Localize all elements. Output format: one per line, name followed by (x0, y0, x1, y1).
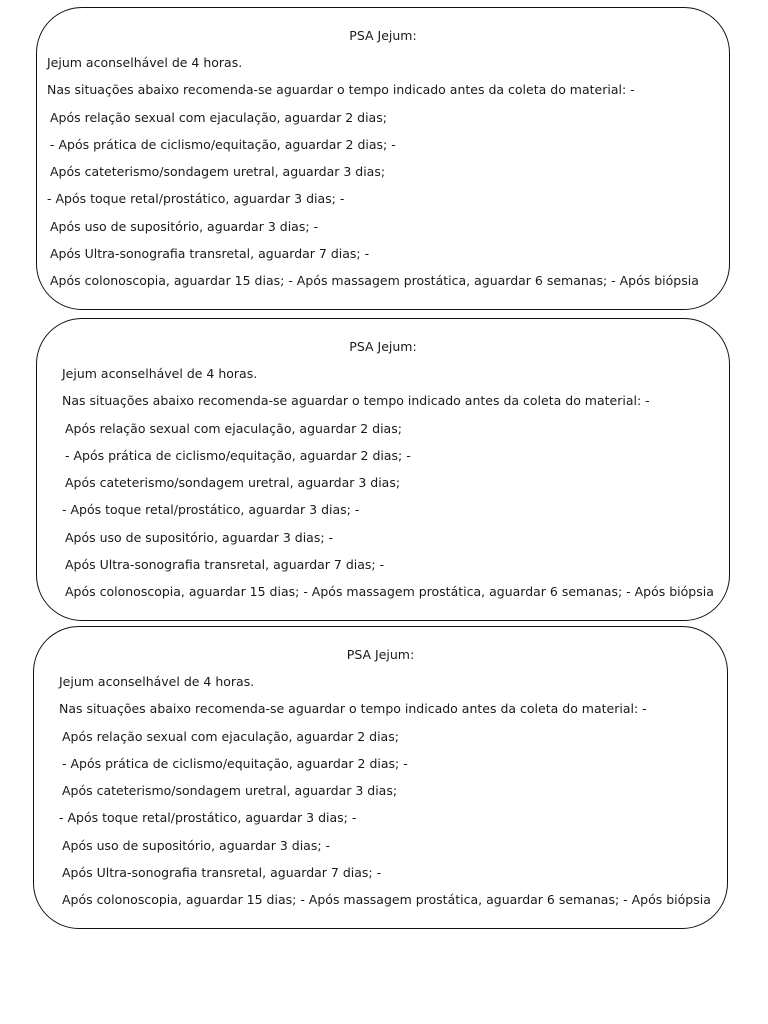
psa-info-card (36, 318, 730, 621)
fasting-line: Jejum aconselhável de 4 horas. (47, 55, 243, 70)
instruction-line: - Após prática de ciclismo/equitação, aguardar 2 dias; - (50, 136, 396, 152)
card-title: PSA Jejum: (349, 339, 417, 354)
instruction-line: Após Ultra-sonografia transretal, aguardar 7 dias; - (62, 865, 382, 881)
intro-line: Nas situações abaixo recomenda-se aguardar o tempo indicado antes da coleta do material: - (62, 393, 650, 409)
instruction-line: Após cateterismo/sondagem uretral, aguardar 3 dias; (62, 783, 398, 799)
instruction-line: - Após prática de ciclismo/equitação, aguardar 2 dias; - (65, 447, 411, 463)
instruction-line: - Após toque retal/prostático, aguardar 3 dias; - (47, 191, 345, 207)
instruction-line: - Após prática de ciclismo/equitação, aguardar 2 dias; - (62, 755, 408, 771)
fasting-line: Jejum aconselhável de 4 horas. (59, 674, 255, 689)
psa-info-card (36, 7, 730, 310)
card-title: PSA Jejum: (349, 28, 417, 43)
card-title: PSA Jejum: (346, 647, 415, 662)
psa-info-card (33, 626, 728, 929)
instruction-line: Após cateterismo/sondagem uretral, aguardar 3 dias; (50, 164, 386, 180)
instruction-line: Após colonoscopia, aguardar 15 dias; - Após massagem prostática, aguardar 6 semanas; - Após biópsia (65, 584, 714, 600)
instruction-line: Após uso de supositório, aguardar 3 dias; - (65, 529, 334, 545)
instruction-line: Após Ultra-sonografia transretal, aguardar 7 dias; - (50, 246, 370, 262)
instruction-line: - Após toque retal/prostático, aguardar 3 dias; - (62, 502, 360, 518)
intro-line: Nas situações abaixo recomenda-se aguardar o tempo indicado antes da coleta do material: - (59, 701, 647, 717)
instruction-line: Após relação sexual com ejaculação, aguardar 2 dias; (62, 728, 399, 744)
instruction-line: Após cateterismo/sondagem uretral, aguardar 3 dias; (65, 475, 401, 491)
instruction-line: Após uso de supositório, aguardar 3 dias; - (62, 837, 331, 853)
intro-line: Nas situações abaixo recomenda-se aguardar o tempo indicado antes da coleta do material: - (47, 82, 635, 98)
instruction-line: Após colonoscopia, aguardar 15 dias; - Após massagem prostática, aguardar 6 semanas; - Após biópsia (50, 273, 699, 289)
instruction-line: Após relação sexual com ejaculação, aguardar 2 dias; (50, 109, 387, 125)
instruction-line: Após uso de supositório, aguardar 3 dias; - (50, 218, 319, 234)
fasting-line: Jejum aconselhável de 4 horas. (62, 366, 258, 381)
instruction-line: Após colonoscopia, aguardar 15 dias; - Após massagem prostática, aguardar 6 semanas; - Após biópsia (62, 892, 711, 908)
instruction-line: Após relação sexual com ejaculação, aguardar 2 dias; (65, 420, 402, 436)
instruction-line: - Após toque retal/prostático, aguardar 3 dias; - (59, 810, 357, 826)
instruction-line: Após Ultra-sonografia transretal, aguardar 7 dias; - (65, 557, 385, 573)
